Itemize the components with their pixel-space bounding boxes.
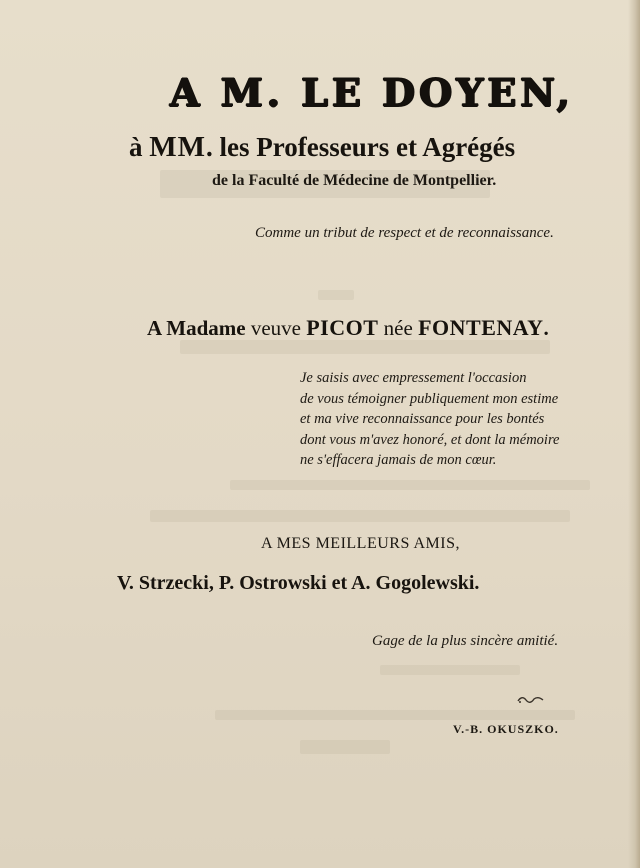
bleed-through-mark	[180, 340, 550, 354]
paragraph-line: dont vous m'avez honoré, et dont la mémoire	[300, 431, 560, 448]
bleed-through-mark	[215, 710, 575, 720]
page-title	[170, 70, 574, 115]
friends-heading: A MES MEILLEURS AMIS,	[261, 535, 460, 552]
madame-dedication	[147, 315, 549, 341]
professors-dedication	[129, 131, 515, 164]
title-text: A M. LE DOYEN,	[170, 70, 574, 115]
bleed-through-mark	[150, 510, 570, 522]
page-edge	[628, 0, 640, 868]
madame-veuve: veuve	[250, 316, 307, 340]
bleed-through-mark	[318, 290, 354, 300]
bleed-through-mark	[230, 480, 590, 490]
madame-paragraph	[300, 368, 570, 471]
faculty-line: de la Faculté de Médecine de Montpellier.	[212, 172, 497, 189]
paragraph-line: Je saisis avec empressement l'occasion	[300, 370, 527, 386]
paragraph-line: ne s'effacera jamais de mon cœur.	[300, 452, 497, 468]
bleed-through-mark	[380, 665, 520, 675]
friends-names: V. Strzecki, P. Ostrowski et A. Gogolewski.	[117, 572, 480, 594]
madame-fontenay: FONTENAY	[418, 315, 544, 340]
dedication-mm: MM	[149, 131, 206, 163]
paragraph-line: de vous témoigner publiquement mon estime	[300, 390, 559, 407]
madame-picot: PICOT	[306, 315, 379, 340]
madame-nee: née	[378, 316, 419, 340]
friendship-line: Gage de la plus sincère amitié.	[372, 633, 559, 649]
ink-blot-mark	[516, 693, 546, 705]
bleed-through-mark	[300, 740, 390, 754]
author-signature: V.-B. OKUSZKO.	[453, 722, 559, 736]
dedication-prefix: à	[129, 132, 143, 162]
dedication-rest: . les Professeurs et Agrégés	[206, 132, 516, 162]
tribute-line: Comme un tribut de respect et de reconnaissance.	[255, 225, 554, 241]
madame-part: A Madame	[147, 316, 251, 340]
madame-period: .	[543, 316, 549, 340]
paragraph-line: et ma vive reconnaissance pour les bontés	[300, 411, 545, 427]
